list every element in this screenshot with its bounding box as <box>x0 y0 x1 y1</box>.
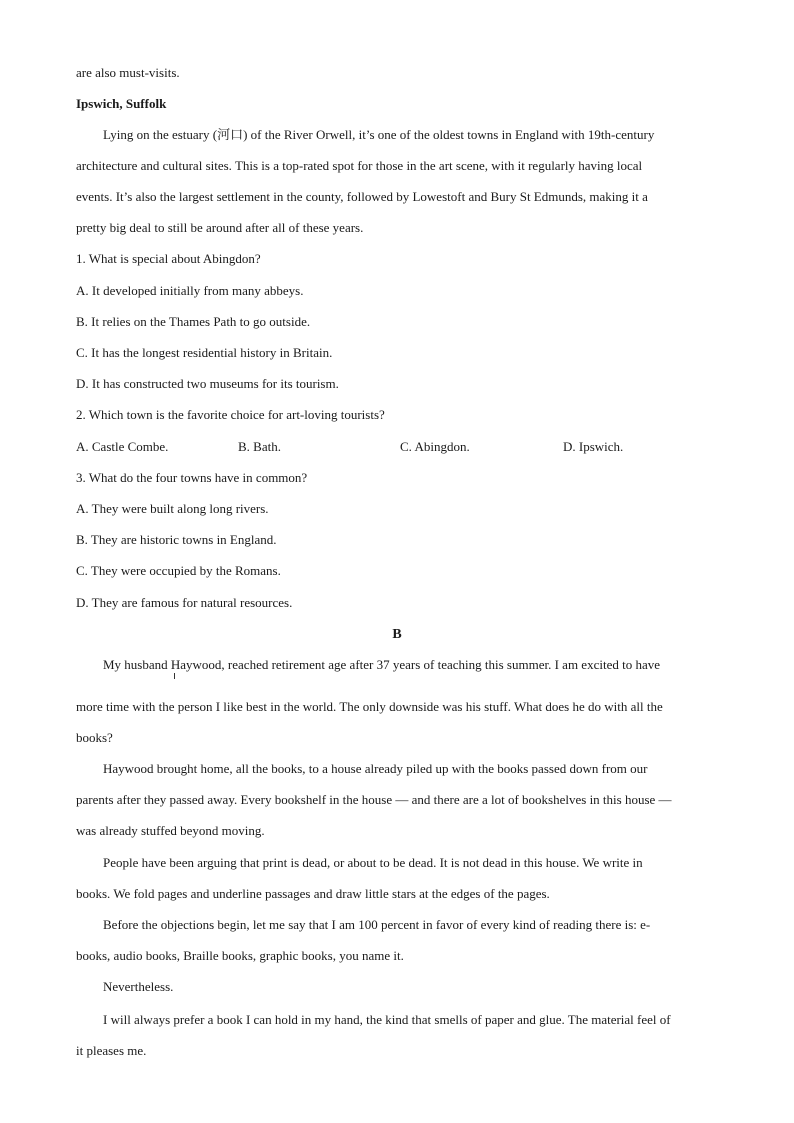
section-heading-b: B <box>392 627 402 642</box>
question-option: C. Abingdon. <box>400 439 470 454</box>
question-option: B. They are historic towns in England. <box>76 532 277 547</box>
stray-mark <box>174 673 175 679</box>
section-heading-ipswich: Ipswich, Suffolk <box>76 96 167 111</box>
text-line: it pleases me. <box>76 1043 147 1058</box>
question-3: 3. What do the four towns have in common? <box>76 470 308 485</box>
text-line: Nevertheless. <box>103 979 174 994</box>
text-line: books? <box>76 730 113 745</box>
text-line: books, audio books, Braille books, graphic books, you name it. <box>76 948 404 963</box>
text-line: architecture and cultural sites. This is a top-rated spot for those in the art scene, with it regularly having local <box>76 158 643 173</box>
question-option: A. Castle Combe. <box>76 439 169 454</box>
question-option: A. It developed initially from many abbeys. <box>76 283 304 298</box>
text-line: pretty big deal to still be around after all of these years. <box>76 220 364 235</box>
text-line: My husband Haywood, reached retirement age after 37 years of teaching this summer. I am excited to have <box>103 657 660 672</box>
text-line: events. It’s also the largest settlement in the county, followed by Lowestoft and Bury St Edmunds, making it a <box>76 189 648 204</box>
question-option: D. Ipswich. <box>563 439 624 454</box>
text-line: books. We fold pages and underline passages and draw little stars at the edges of the pages. <box>76 886 550 901</box>
text-line: Lying on the estuary (河口) of the River Orwell, it’s one of the oldest towns in England with 19th-century <box>103 127 655 142</box>
question-2: 2. Which town is the favorite choice for art-loving tourists? <box>76 407 385 422</box>
question-option: D. It has constructed two museums for its tourism. <box>76 376 339 391</box>
question-1: 1. What is special about Abingdon? <box>76 251 261 266</box>
question-option: B. It relies on the Thames Path to go outside. <box>76 314 311 329</box>
text-line: are also must-visits. <box>76 65 180 80</box>
text-line: more time with the person I like best in the world. The only downside was his stuff. What does he do with all the <box>76 699 663 714</box>
question-option: D. They are famous for natural resources. <box>76 595 293 610</box>
text-line: Haywood brought home, all the books, to a house already piled up with the books passed down from our <box>103 761 648 776</box>
question-option: A. They were built along long rivers. <box>76 501 269 516</box>
text-line: I will always prefer a book I can hold in my hand, the kind that smells of paper and glue. The material feel of <box>103 1012 671 1027</box>
text-line: was already stuffed beyond moving. <box>76 823 265 838</box>
question-option: C. They were occupied by the Romans. <box>76 563 281 578</box>
question-option: C. It has the longest residential history in Britain. <box>76 345 333 360</box>
question-option: B. Bath. <box>238 439 281 454</box>
text-line: People have been arguing that print is dead, or about to be dead. It is not dead in this house. We write in <box>103 855 643 870</box>
text-line: parents after they passed away. Every bookshelf in the house — and there are a lot of bookshelves in this house — <box>76 792 672 807</box>
text-line: Before the objections begin, let me say that I am 100 percent in favor of every kind of reading there is: e- <box>103 917 651 932</box>
